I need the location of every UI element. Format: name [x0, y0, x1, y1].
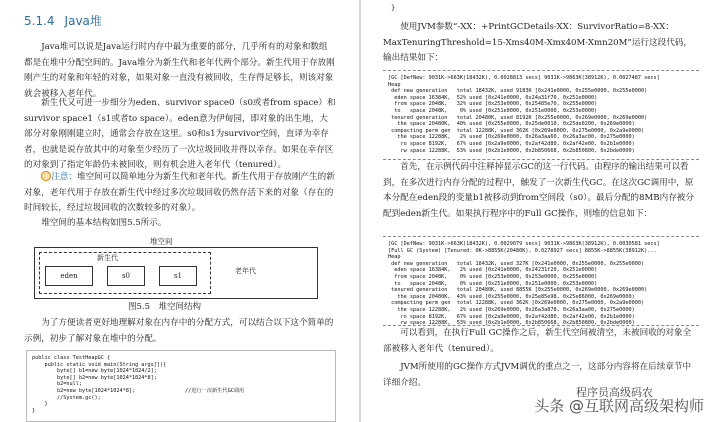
figure-caption: 图5.5 堆空间结构 [128, 302, 202, 312]
paragraph-example-intro: 为了方便读者更好地理解对象在内存中的分配方式，可以结合以下这个简单的示例，初步了解对象在堆中的分配。 [24, 318, 334, 344]
right-page [361, 0, 720, 422]
code-closing-brace: } [391, 4, 396, 12]
section-number: 5.1.4 [24, 14, 55, 28]
paragraph-jvm-tuning: JVM所使用的GC操作方式JVM调优的重点之一，这部分内容将在后续章节中详细介绍。 [383, 362, 692, 388]
young-generation-label: 新生代 [97, 254, 118, 262]
section-title: Java堆 [64, 14, 102, 28]
paragraph-full-gc-result: 可以看到，在执行Full GC操作之后，新生代空间被清空，未被回收的对象全部被移入老年代（tenured）。 [383, 328, 692, 354]
s1-box: s1 [159, 266, 197, 286]
figure-title: 堆空间 [150, 237, 173, 246]
gc-output-2: [GC [DefNew: 9031K->663K(18432K), 0.0029079 secs] 9031K->9863K(38912K), 0.0030581 secs] [Full GC (System) [Tenured: 0K->8855K(20480K), 0.0278927 secs] 8855K->8855K(38912K)... Heap def new generation total 18432K, used 327K [0x241e0000, 0x255e0000, 0x255e0000) eden space 16384K, 2% used [0x241e0000, 0x24231f20, 0x251e0000) from space 2048K, 0% used [0x253e0000, 0x253e0000, 0x255e0000) to space 2048K, 0% used [0x251e0000, 0x251e0000, 0x253e0000) tenured generation total 20480K, used 8855K [0x255e0000, 0x269e0000, 0x269e0000) the space 20480K, 43% used [0x255e0000, 0x25e85e98, 0x25e86000, 0x269e0000) compacting perm gen total 12288K, used 362K [0x269e0000, 0x275e0000, 0x2a9e0000) the space 12288K, 2% used [0x269e0000, 0x26a3a878, 0x26a3aa00, 0x275e0000) ro space 8192K, 67% used [0x2a9e0000, 0x2af42d80, 0x2af42e00, 0x2b1e0000) rw space 12288K, 53% used [0x2b1e0000, 0x2b850668, 0x2b850800, 0x2bde0000) [383, 236, 699, 326]
left-page [0, 0, 359, 422]
code-block-testheapgc: public class TestHeapGC { public static void main(String args[]){ byte[] b1=new byte[1024*1024/2]; byte[] b2=new byte[1024*1024*8]; b2=null; b2=new byte[1024*1024*8]; //进行一次新生代GC调用 //System.gc(); } } [26, 350, 336, 422]
eden-box: eden [45, 266, 93, 286]
note-paragraph [24, 170, 336, 217]
note-label: 注意： [51, 172, 77, 182]
gc-output-1: [GC [DefNew: 9031K->663K(18432K), 0.0028813 secs] 9031K->9863K(38912K), 0.0027487 secs] Heap def new generation total 18432K, used 9183K [0x241e0000, 0x255e0000, 0x255e0000) eden space 16384K, 52% used [0x241e0000, 0x24a31f70, 0x251e0000) from space 2048K, 32% used [0x253e0000, 0x25485e70, 0x255e0000) to space 2048K, 0% used [0x251e0000, 0x251e0000, 0x253e0000) tenured generation total 20480K, used 8192K [0x255e0000, 0x269e0000, 0x269e0000) the space 20480K, 40% used [0x255e0000, 0x25de0010, 0x25de0200, 0x269e0000) compacting perm gen total 12288K, used 362K [0x269e0000, 0x275e0000, 0x2a9e0000) the space 12288K, 2% used [0x269e0000, 0x26a3aa60, 0x26a3ac00, 0x275e0000) ro space 8192K, 67% used [0x2a9e0000, 0x2af42d80, 0x2af42e00, 0x2b1e0000) rw space 12288K, 53% used [0x2b1e0000, 0x2b850668, 0x2b850800, 0x2bde0000) [383, 70, 699, 160]
paragraph-jvm-params: 使用JVM参数“-XX：+PrintGCDetails-XX：SurvivorRatio=8-XX：MaxTenuringThreshold=15-Xms40M-Xmx40M-Xmn20M”运行这段代码，输出结果如下： [383, 22, 692, 63]
watermark-bg-text: 程序员高级码农 [576, 386, 653, 399]
paragraph-gc-analysis: 首先，在示例代码中注释掉显示GC的这一行代码。由程序的输出结果可以看到，在多次进行内存分配的过程中，触发了一次新生代GC。在这次GC调用中，原本分配在eden段的变量b1被移动到from空间段（s0）。最后分配的8MB内存被分配到eden新生代。如果执行程序中的Full GC操作，则堆的信息如下： [383, 162, 694, 219]
paragraph-young-generation: 新生代又可进一步细分为eden、survivor space0（s0或者from space）和survivor space1（s1或者to space）。eden意为伊甸园，即对象的出生地，大部分对象刚刚建立时，通常会存放在这里。s0和s1为survivor空间，直译为幸存者，也就是说存放其中的对象至少经历了一次垃圾回收并得以幸存。如果在幸存区的对象到了指定年龄仍未被回收，则有机会进入老年代（tenured）。 [24, 98, 336, 170]
old-generation-label: 老年代 [235, 267, 256, 275]
note-icon [41, 171, 51, 180]
s0-box: s0 [107, 266, 145, 286]
paragraph-heap-intro: Java堆可以说是Java运行时内存中最为重要的部分，几乎所有的对象和数组都是在堆中分配空间的。Java堆分为新生代和老年代两个部分。新生代用于存放刚刚产生的对象和年轻的对象，如果对象一直没有被回收，生存得足够长，则该对象就会被移入老年代。 [24, 42, 335, 99]
note-text: 堆空间可以简单地分为新生代和老年代。新生代用于存放刚产生的新对象，老年代用于存放在新生代中经过多次垃圾回收仍然存活下来的对象（存在的时间较长，经过垃圾回收的次数较多的对象）。 [24, 172, 335, 213]
heap-structure-figure [34, 247, 318, 299]
watermark: 头条 @互联网高级架构师 [534, 397, 704, 415]
paragraph-figure-ref: 堆空间的基本结构如图5.5所示。 [41, 218, 167, 228]
section-heading [24, 12, 112, 29]
